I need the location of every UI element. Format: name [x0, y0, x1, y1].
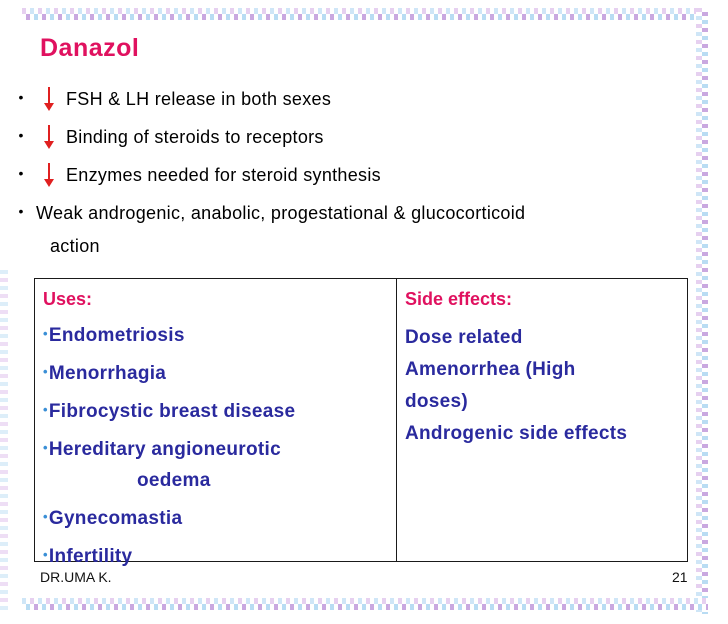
use-item [43, 360, 396, 385]
bullet-item [10, 156, 690, 194]
uses-side-effects-table [34, 278, 688, 567]
use-item [43, 505, 396, 530]
use-item-text: Fibrocystic breast disease [48, 401, 296, 422]
down-arrow-icon [40, 162, 58, 188]
side-effects-column [397, 279, 687, 561]
down-arrow-icon [40, 86, 58, 112]
bullet-marker: • [18, 127, 24, 143]
down-arrow-icon [40, 124, 58, 150]
bullet-marker: • [18, 203, 24, 219]
use-item [43, 543, 396, 568]
use-item-text: Menorrhagia [48, 363, 167, 384]
bullet-marker: • [18, 165, 24, 181]
decorative-border-bottom [22, 598, 708, 610]
bullet-text: Binding of steroids to receptors [66, 126, 324, 147]
bullet-item [10, 194, 690, 232]
use-item [43, 436, 396, 492]
side-effect-item: Androgenic side effects [405, 423, 628, 444]
sub-bullet-icon: • [43, 547, 48, 562]
decorative-border-right [696, 8, 708, 614]
bullet-continuation: action [50, 236, 100, 256]
use-item [43, 398, 396, 423]
bullet-marker: • [18, 89, 24, 105]
use-item-continuation: oedema [137, 470, 211, 491]
bullet-text: FSH & LH release in both sexes [66, 88, 332, 109]
footer-author: DR.UMA K. [40, 569, 112, 585]
use-item-text: Infertility [48, 546, 133, 567]
uses-column [35, 279, 397, 567]
bullet-item [10, 80, 690, 118]
bullet-item [10, 118, 690, 156]
bullet-list [10, 80, 690, 232]
slide-title: Danazol [40, 34, 140, 62]
uses-heading: Uses: [43, 289, 93, 309]
bullet-text: Weak androgenic, anabolic, progestational & glucocorticoid [36, 202, 526, 223]
sub-bullet-icon: • [43, 509, 48, 524]
page-number: 21 [672, 569, 688, 585]
use-item-text: Gynecomastia [48, 508, 183, 529]
side-effect-item: Amenorrhea (High doses) [405, 359, 576, 412]
decorative-border-top [22, 8, 708, 20]
sub-bullet-icon: • [43, 402, 48, 417]
sub-bullet-icon: • [43, 440, 48, 455]
use-item [43, 322, 396, 347]
use-item-text: Endometriosis [48, 325, 185, 346]
sub-bullet-icon: • [43, 364, 48, 379]
sub-bullet-icon: • [43, 326, 48, 341]
bullet-text: Enzymes needed for steroid synthesis [66, 164, 381, 185]
decorative-border-left [0, 270, 8, 610]
use-item-text: Hereditary angioneurotic [48, 439, 281, 460]
side-effects-heading: Side effects: [405, 289, 513, 309]
side-effect-item: Dose related [405, 327, 523, 348]
